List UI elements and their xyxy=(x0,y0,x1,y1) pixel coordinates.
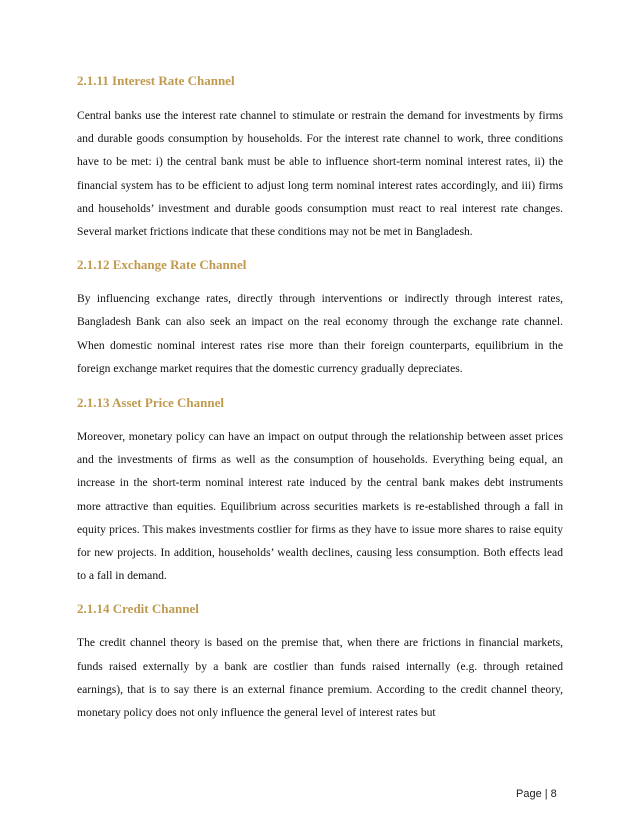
document-page xyxy=(77,70,563,724)
section-body-interest-rate-channel: Central banks use the interest rate channel to stimulate or restrain the demand for investments by firms and durable goods consumption by households. For the interest rate channel to work, three conditions have to be met: i) the central bank must be able to influence short-term nominal interest rates, ii) the financial system has to be efficient to adjust long term nominal interest rates accordingly, and iii) firms and households’ investment and durable goods consumption must react to real interest rate changes. Several market frictions indicate that these conditions may not be met in Bangladesh. xyxy=(77,109,563,239)
page-number: Page | 8 xyxy=(516,788,557,800)
section-body-asset-price-channel: Moreover, monetary policy can have an impact on output through the relationship between asset prices and the investments of firms as well as the consumption of households. Everything being equal, an increase in the short-term nominal interest rate induced by the central bank makes debt instruments more attractive than equities. Equilibrium across securities markets is re-established through a fall in equity prices. This makes investments costlier for firms as they have to issue more shares to raise equity for new projects. In addition, households’ wealth declines, causing less consumption. Both effects lead to a fall in demand. xyxy=(77,430,563,583)
section-heading-exchange-rate-channel: 2.1.12 Exchange Rate Channel xyxy=(77,257,247,273)
section-heading-interest-rate-channel: 2.1.11 Interest Rate Channel xyxy=(77,73,235,88)
section-body-credit-channel: The credit channel theory is based on the premise that, when there are frictions in financial markets, funds raised externally by a bank are costlier than funds raised internally (e.g. through retained earnings), that is to say there is an external finance premium. According to the credit channel theory, monetary policy does not only influence the general level of interest rates but xyxy=(77,636,563,720)
section-body-exchange-rate-channel: By influencing exchange rates, directly through interventions or indirectly through interest rates, Bangladesh Bank can also seek an impact on the real economy through the exchange rate channel. When domestic nominal interest rates rise more than their foreign counterparts, equilibrium in the foreign exchange market requires that the domestic currency gradually depreciates. xyxy=(77,292,563,375)
section-heading-credit-channel: 2.1.14 Credit Channel xyxy=(77,601,199,617)
section-heading-asset-price-channel: 2.1.13 Asset Price Channel xyxy=(77,395,224,411)
